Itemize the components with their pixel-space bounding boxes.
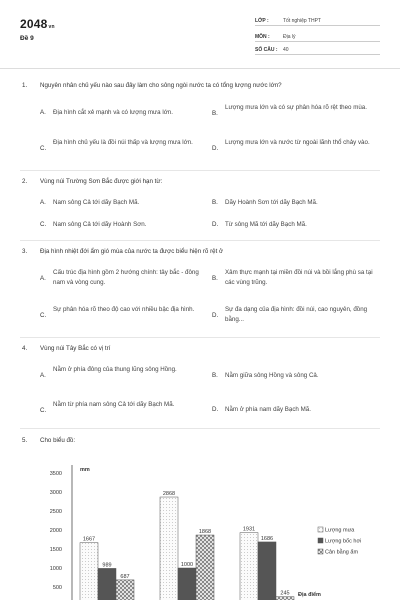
option-letter: D.: [212, 221, 219, 228]
question-number: 3.: [22, 248, 28, 255]
option-text: Nằm ở phía đông của thung lũng sông Hồng.: [53, 366, 177, 373]
question-divider: [20, 337, 380, 338]
option-text: Sự đa dạng của địa hình: đồi núi, cao nguyên, đồng bằng...: [225, 306, 368, 323]
legend-swatch: [318, 538, 323, 543]
option-text: Nam sông Cả tới dãy Bạch Mã.: [53, 199, 140, 206]
legend-label: Cân bằng ẩm: [325, 549, 359, 556]
meta-value: 40: [283, 47, 289, 53]
option-letter: A.: [40, 109, 46, 116]
legend-swatch: [318, 527, 323, 532]
x-axis-label: Địa điểm: [298, 592, 321, 598]
bar-value-label: 1868: [198, 529, 212, 536]
option-text: Nằm từ phía nam sông Cả tới dãy Bạch Mã.: [53, 401, 175, 408]
y-tick-label: 2000: [49, 528, 62, 534]
option-text: Nằm giữa sông Hồng và sông Cả.: [225, 372, 319, 379]
option-text: Nam sông Cả tới dãy Hoành Sơn.: [53, 221, 147, 228]
option-letter: C.: [40, 145, 47, 152]
question-divider: [20, 240, 380, 241]
legend-label: Lượng bốc hơi: [325, 538, 362, 545]
question-divider: [20, 170, 380, 171]
option-letter: C.: [40, 221, 47, 228]
question-text: Nguyên nhân chủ yếu nào sau đây làm cho sông ngòi nước ta có tổng lượng nước lớn?: [40, 82, 282, 89]
option-letter: D.: [212, 406, 219, 413]
question-number: 4.: [22, 345, 28, 352]
question-divider: [20, 428, 380, 429]
option-text: Từ sông Mã tới dãy Bạch Mã.: [225, 221, 307, 228]
bar-value-label: 1686: [260, 535, 274, 542]
legend-swatch: [318, 549, 323, 554]
meta-key: SỐ CÂU :: [255, 47, 278, 53]
meta-key: MÔN :: [255, 34, 270, 40]
question-text: Địa hình nhiệt đới ẩm gió mùa của nước ta được biểu hiện rõ rệt ở: [40, 248, 224, 255]
question-text: Vùng núi Trường Sơn Bắc được giới hạn từ:: [40, 178, 163, 185]
question-text: Vùng núi Tây Bắc có vị trí: [40, 345, 111, 352]
option-letter: B.: [212, 372, 218, 379]
option-letter: A.: [40, 275, 46, 282]
bar: [160, 497, 178, 600]
site-logo[interactable]: [20, 17, 55, 31]
option-text: Xâm thực mạnh tại miền đồi núi và bồi lắng phù sa tại các vùng trũng.: [225, 269, 373, 286]
bar-value-label: 1000: [180, 562, 194, 568]
option-letter: D.: [212, 145, 219, 152]
meta-value: Tốt nghiệp THPT: [283, 18, 321, 24]
option-text: Địa hình cắt xẻ mạnh và có lượng mưa lớn.: [53, 109, 173, 116]
bar: [116, 580, 134, 600]
bar: [240, 533, 258, 600]
option-text: Dãy Hoành Sơn tới dãy Bạch Mã.: [225, 199, 318, 206]
y-tick-label: 500: [52, 585, 62, 591]
option-letter: B.: [212, 199, 218, 206]
y-tick-label: 3500: [49, 471, 62, 477]
y-axis-label: mm: [80, 467, 90, 473]
question-number: 5.: [22, 437, 28, 444]
exam-header: [0, 0, 400, 72]
logo-suffix: vn: [48, 24, 55, 30]
climate-bar-chart: [0, 455, 400, 600]
bar-value-label: 687: [120, 573, 130, 580]
legend-label: Lượng mưa: [325, 527, 355, 534]
bar: [178, 568, 196, 600]
y-tick-label: 2500: [49, 509, 62, 515]
option-letter: C.: [40, 407, 47, 414]
bar-value-label: 1667: [82, 536, 96, 543]
y-tick-label: 1000: [49, 566, 62, 572]
option-text: Cấu trúc địa hình gồm 2 hướng chính: tây bắc - đông nam và vòng cung.: [53, 269, 199, 286]
option-letter: B.: [212, 110, 218, 117]
option-letter: A.: [40, 372, 46, 379]
bar-value-label: 2868: [162, 491, 176, 498]
meta-subject: [255, 32, 380, 42]
meta-question-count: [255, 45, 380, 55]
meta-value: Địa lý: [283, 34, 296, 40]
bar: [258, 542, 276, 600]
question-text: Cho biểu đồ:: [40, 437, 76, 444]
option-letter: D.: [212, 312, 219, 319]
option-letter: A.: [40, 199, 46, 206]
meta-key: LỚP :: [255, 18, 269, 24]
bar-value-label: 989: [102, 562, 112, 569]
option-text: Sự phân hóa rõ theo độ cao với nhiều bậc địa hình.: [53, 306, 195, 313]
bar-value-label: 1931: [242, 526, 256, 533]
question-number: 2.: [22, 178, 28, 185]
bar: [196, 535, 214, 600]
question-number: 1.: [22, 82, 28, 89]
option-letter: B.: [212, 275, 218, 282]
header-divider: [0, 68, 400, 69]
option-text: Lượng mưa lớn và có sự phân hóa rõ rệt theo mùa.: [225, 104, 367, 111]
y-tick-label: 1500: [49, 547, 62, 553]
bar: [98, 568, 116, 600]
option-letter: C.: [40, 312, 47, 319]
y-tick-label: 3000: [49, 490, 62, 496]
option-text: Lượng mưa lớn và nước từ ngoài lãnh thổ chảy vào.: [225, 139, 370, 146]
exam-title: Đề 9: [20, 35, 34, 42]
meta-class: [255, 16, 380, 26]
option-text: Địa hình chủ yếu là đồi núi thấp và lượng mưa lớn.: [53, 139, 193, 146]
bar: [80, 543, 98, 600]
option-text: Nằm ở phía nam dãy Bạch Mã.: [225, 406, 311, 413]
bar-value-label: 245: [280, 590, 290, 597]
logo-text: 2048: [20, 17, 48, 31]
